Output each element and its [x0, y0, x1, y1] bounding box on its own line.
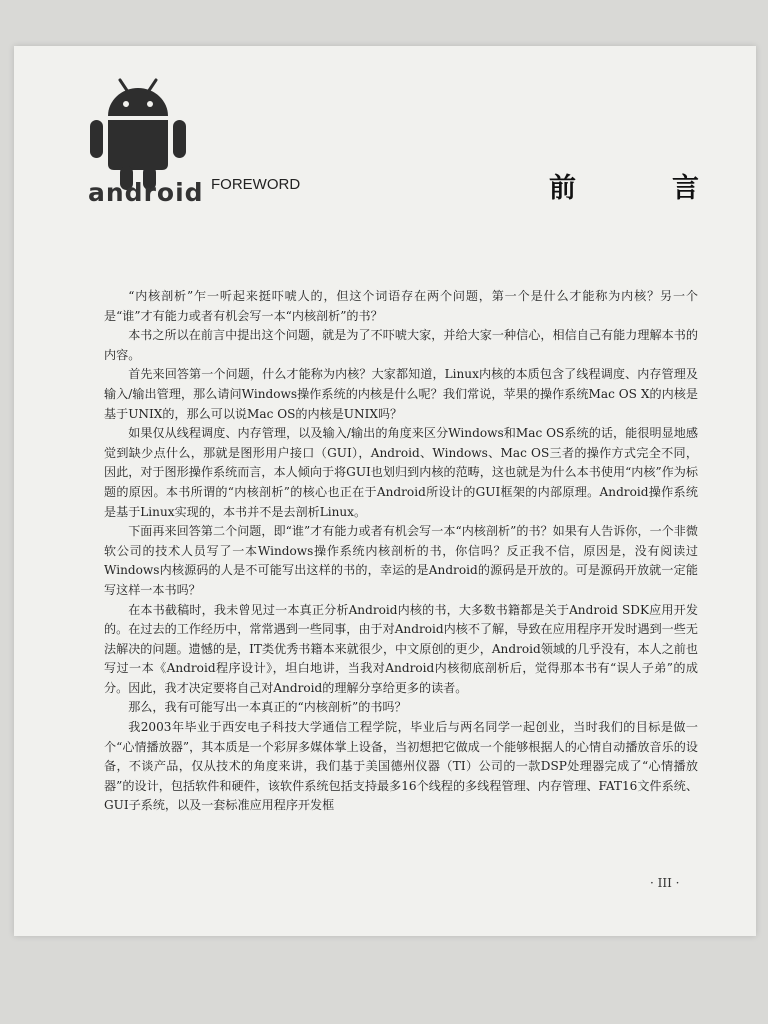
page-title-char-2: 言: [672, 173, 699, 204]
page-title: [549, 166, 699, 205]
paragraph: 下面再来回答第二个问题，即“谁”才有能力或者有机会写一本“内核剖析”的书？如果有人告诉你，一个非微软公司的技术人员写了一本Windows操作系统内核剖析的书，你信吗？反正我不信，原因是，没有阅读过Windows内核源码的人是不可能写出这样的书的，幸运的是Android的源码是开放的。可是源码开放就一定能写这样一本书吗？: [104, 524, 698, 597]
paragraph: “内核剖析”乍一听起来挺吓唬人的，但这个词语存在两个问题，第一个是什么才能称为内核？另一个是“谁”才有能力或者有机会写一本“内核剖析”的书？: [104, 289, 698, 323]
paragraph: 在本书截稿时，我未曾见过一本真正分析Android内核的书，大多数书籍都是关于Android SDK应用开发的。在过去的工作经历中，常常遇到一些同事，由于对Android内核不了解，导致在应用程序开发时遇到一些无法解决的问题。遗憾的是，IT类优秀书籍本来就很少，中文原创的更少，Android领域的几乎没有，本人之前也写过一本《Android程序设计》，坦白地讲，当我对Android内核彻底剖析后，觉得那本书有“误人子弟”的成分。因此，我才决定要将自己对Android的理解分享给更多的读者。: [104, 602, 698, 695]
foreword-label: FOREWORD: [211, 176, 301, 193]
body-text: [104, 287, 698, 816]
paragraph: 那么，我有可能写出一本真正的“内核剖析”的书吗？: [128, 700, 407, 715]
android-robot-icon: [86, 74, 190, 192]
android-wordmark: android: [88, 178, 204, 207]
page-title-char-1: 前: [549, 173, 576, 204]
paragraph: 本书之所以在前言中提出这个问题，就是为了不吓唬大家，并给大家一种信心，相信自己有能力理解本书的内容。: [104, 328, 698, 362]
book-page: [14, 46, 756, 936]
paragraph: 我2003年毕业于西安电子科技大学通信工程学院，毕业后与两名同学一起创业，当时我们的目标是做一个“心情播放器”，其本质是一个彩屏多媒体掌上设备，当初想把它做成一个能够根据人的心情自动播放音乐的设备，不谈产品，仅从技术的角度来讲，我们基于美国德州仪器（TI）公司的一款DSP处理器完成了“心情播放器”的设计，包括软件和硬件，该软件系统包括支持最多16个线程的多线程管理、内存管理、FAT16文件系统、GUI子系统，以及一套标准应用程序开发框: [104, 720, 698, 813]
paragraph: 首先来回答第一个问题，什么才能称为内核？大家都知道，Linux内核的本质包含了线程调度、内存管理及输入/输出管理，那么请问Windows操作系统的内核是什么呢？我们常说，苹果的操作系统Mac OS X的内核是基于UNIX的，那么可以说Mac OS的内核是UNIX吗？: [104, 367, 698, 421]
paragraph: 如果仅从线程调度、内存管理，以及输入/输出的角度来区分Windows和Mac OS系统的话，能很明显地感觉到缺少点什么，那就是图形用户接口（GUI），Android、Windows、Mac OS三者的操作方式完全不同，因此，对于图形操作系统而言，本人倾向于将GUI也划归到内核的范畴，这也就是为什么本书使用“内核”作为标题的原因。本书所谓的“内核剖析”的核心也正在于Android所设计的GUI框架的内部原理。Android操作系统是基于Linux实现的，本书并不是去剖析Linux。: [104, 426, 698, 519]
page-number: · III ·: [650, 876, 680, 890]
